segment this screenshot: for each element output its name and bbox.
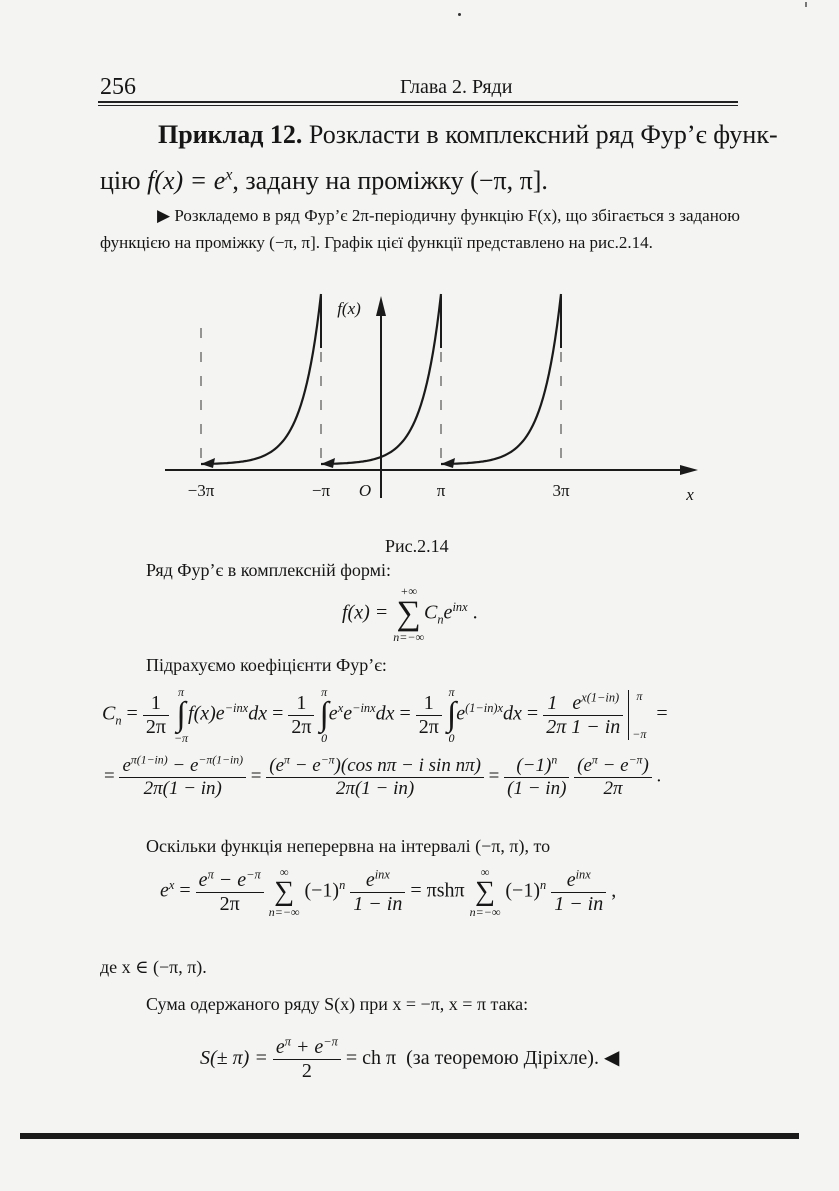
sum-bottom: n=−∞ (469, 905, 501, 919)
coef-frac-1 (143, 692, 169, 739)
dx-2: dx (375, 702, 395, 725)
eval-bar (628, 690, 646, 740)
sigma-icon: ∑ (274, 876, 295, 907)
x-axis-label: x (686, 485, 694, 503)
exp-1: −inx (224, 700, 249, 715)
exp-lhs: e (160, 879, 169, 902)
c2-num4-end: ) (642, 755, 649, 776)
where-text: де x ∈ (−π, π). (100, 957, 207, 977)
final-num-mid: + e (290, 1036, 324, 1058)
eval-spacer (632, 702, 646, 728)
exp-3: (1−in)x (465, 700, 504, 715)
integral-icon: ∫ (319, 696, 329, 733)
exp-term-exp: inx (374, 866, 390, 881)
final-num-exp2: −π (323, 1034, 338, 1049)
example-line-2 (100, 166, 548, 196)
sum-top: +∞ (400, 584, 417, 598)
frac-den: 2 (301, 1060, 312, 1082)
frac-num (543, 689, 623, 716)
dx-1: dx (248, 702, 268, 725)
integrand-2a: e (328, 702, 338, 725)
series-lhs: f(x) = (342, 601, 389, 624)
example-text: Розкласти в комплексний ряд Фур’є функ- (308, 120, 778, 149)
final-lhs: S(± π) = (200, 1047, 268, 1070)
sigma-icon: ∑ (475, 876, 495, 907)
sum-operator (393, 585, 424, 643)
example-label: Приклад 12. (158, 120, 303, 149)
final-rhs: = ch π (345, 1047, 397, 1070)
c2-num1-exp2: −π(1−in) (198, 753, 244, 767)
integrand-2b: e (343, 702, 353, 725)
exp-term-num-2: e (566, 868, 576, 891)
coef-formula-2: = $\frac{e^{\pi(1-in)} - e^{-\pi(1-in)}}{2\pi(1 - in)}$ = $\frac{(e^\pi - e^{-\pi})(\cos n\pi - i \sin n\pi)}{2\pi(1 - in)}$ = $\frac{(-1)^n}{(1 - in)}$ $\frac{(e^\pi - e^{-\pi})}{2\pi}$ . (104, 753, 662, 799)
final-num-exp: π (284, 1034, 291, 1049)
int-bottom: 0 (448, 731, 455, 745)
fx-text: f(x) = e (147, 166, 226, 195)
frac4-e: e (572, 691, 582, 714)
integrand-3: e (456, 702, 466, 725)
series-term: C (424, 601, 438, 624)
integral-icon: ∫ (446, 696, 457, 733)
coef-frac-4 (543, 689, 623, 739)
sum-operator (269, 866, 300, 918)
series-exp-base: e (443, 601, 453, 624)
c2-end: . (656, 765, 662, 787)
y-axis-label: f(x) (337, 299, 361, 318)
c2-num2-exp: π (284, 753, 290, 767)
exp-2a: x (337, 700, 344, 715)
final-note: (за теоремою Діріхле). (406, 1047, 599, 1070)
frac-den: 2π (418, 715, 439, 738)
frac-den: 2π (219, 892, 240, 915)
dx-3: dx (503, 702, 522, 725)
end-marker: ◀ (603, 1047, 620, 1070)
exp-num-mid: − e (213, 868, 247, 891)
x-axis-arrow-icon (680, 465, 698, 475)
exp-end: , (611, 879, 617, 902)
x-tick-label: π (436, 481, 446, 500)
example-prefix: цію (100, 166, 141, 195)
series-intro: Ряд Фур’є в комплексній формі: (146, 560, 392, 580)
integral-1 (174, 686, 188, 744)
exp-sign-exp-2: n (539, 877, 547, 892)
example-line-1 (158, 120, 778, 150)
exp-frac-2 (350, 866, 405, 916)
x-tick-label: −3π (187, 481, 215, 500)
solution-intro (100, 202, 740, 256)
coef-lhs: C (102, 702, 116, 725)
exp-sign-exp: n (339, 877, 346, 892)
coef-frac-3 (416, 692, 442, 739)
exp-sign-2: (−1) (505, 879, 540, 902)
frac-num (273, 1036, 341, 1060)
frac-num: 1 (143, 692, 169, 716)
exp-2b: −inx (352, 700, 376, 715)
coef-frac-2 (288, 692, 314, 739)
x-tick-label: −π (311, 481, 331, 500)
frac-den: (1 − in) (507, 777, 567, 799)
coef-formula-1: $C_n$ = $\frac{1}{2\pi}$ π ∫ −π $f(x)e^{-inx}dx$ = $\frac{1}{2\pi}$ π ∫ 0 $e^xe^{-inx}dx$ = $\frac{1}{2\pi}$ π ∫ 0 $e^{(1-in)x}dx$ = $\frac{1 e^{x(1-in)}}{2\pi 1 - in}$ π −π = (102, 685, 668, 745)
frac-num: 1 (416, 692, 442, 716)
exp-term-num: e (365, 868, 375, 891)
c2-frac-1 (119, 755, 246, 800)
final-frac (273, 1036, 341, 1083)
exp-frac-1 (196, 866, 264, 916)
exp-term-exp-2: inx (575, 866, 591, 881)
frac-den: 2π (145, 715, 166, 738)
c2-num1-exp: π(1−in) (130, 753, 168, 767)
y-axis-arrow-icon (376, 296, 386, 316)
sum-bottom: n=−∞ (268, 905, 300, 919)
final-num: e (275, 1036, 285, 1058)
expansion-formula: $e^x$ = $\frac{e^\pi - e^{-\pi}}{2\pi}$ ∞ ∑ n=−∞ $(-1)^n$ $\frac{e^{inx}}{1 - in}$ = πshπ ∞ ∑ n=−∞ $(-1)^n$ $\frac{e^{inx}}{1 - in}$ , (160, 865, 617, 919)
exp-mid: = πshπ (410, 879, 465, 902)
c2-frac-3 (504, 755, 569, 800)
frac-den: 2π (291, 715, 312, 738)
fx-exponent: x (225, 166, 233, 184)
frac4-exp: x(1−in) (581, 689, 620, 704)
int-bottom: 0 (321, 731, 328, 745)
continuity-text: Оскільки функція неперервна на інтервалі (−π, π), то (146, 836, 551, 856)
series-term-sub: n (437, 612, 444, 627)
sum-text: Сума одержаного ряду S(x) при x = −π, x = π така: (146, 994, 529, 1014)
int-top: π (177, 685, 184, 699)
header-rule-thin (98, 105, 738, 106)
frac-den: 2π 1 − in (546, 715, 621, 738)
sum-bottom: n=−∞ (393, 630, 424, 644)
c2-frac-4 (574, 755, 652, 800)
frac-num (266, 755, 484, 778)
c2-num2: (e (269, 755, 285, 776)
exp-num-exp: π (207, 866, 214, 881)
exp-lhs-exp: x (168, 877, 175, 892)
frac-num (574, 755, 652, 778)
integral-icon: ∫ (176, 696, 186, 733)
frac-den: 2π (603, 777, 623, 799)
series-formula (342, 585, 478, 643)
frac4-one: 1 (547, 691, 558, 714)
exp-branch-curve (441, 294, 561, 464)
c2-num1: e (122, 755, 131, 776)
c2-num1-mid: − e (167, 755, 199, 776)
frac-num (350, 866, 405, 893)
integrand-1: f(x)e (188, 702, 225, 725)
sum-top: ∞ (480, 865, 490, 879)
chapter-title: Глава 2. Ряди (400, 76, 513, 98)
sum-operator-2 (470, 866, 501, 918)
sum-top: ∞ (279, 865, 289, 879)
int-top: π (321, 685, 328, 699)
frac-num (196, 866, 264, 893)
frac-den: 2π(1 − in) (143, 777, 222, 799)
frac-den: 1 − in (353, 892, 403, 915)
series-end: . (472, 601, 478, 624)
eval-top: π (636, 689, 643, 703)
c2-num2-end: )(cos nπ − i sin nπ) (334, 755, 481, 776)
int-bottom: −π (173, 731, 189, 745)
scan-dot (458, 13, 461, 16)
coef-lhs-sub: n (115, 713, 122, 728)
c2-num2-exp2: −π (320, 753, 335, 767)
final-formula (200, 1036, 619, 1083)
frac-den: 1 − in (554, 892, 604, 915)
integral-2 (319, 686, 328, 744)
function-definition (147, 166, 232, 195)
coef-intro: Підрахуємо коефіцієнти Фур’є: (146, 655, 387, 675)
c2-frac-2 (266, 755, 484, 800)
exp-branch-curve (201, 294, 321, 464)
figure-caption: Рис.2.14 (385, 536, 449, 556)
example-suffix: , задану на проміжку (232, 166, 464, 195)
frac-num (551, 866, 606, 893)
origin-label: O (358, 481, 372, 500)
interval: (−π, π]. (470, 166, 548, 195)
c2-num4: (e (577, 755, 592, 776)
frac-den: 2π(1 − in) (335, 777, 415, 799)
frac-num (504, 755, 569, 778)
exp-num: e (198, 868, 208, 891)
bottom-rule (20, 1133, 799, 1139)
exp-num-exp2: −π (246, 866, 261, 881)
c2-num4-exp: π (591, 753, 598, 767)
c2-num4-mid: − e (597, 755, 629, 776)
page-number: 256 (100, 74, 136, 100)
x-tick-label: 3π (552, 481, 570, 500)
c2-num4-exp2: −π (628, 753, 643, 767)
eval-bottom: −π (632, 727, 647, 741)
int-top: π (448, 685, 455, 699)
header-rule (98, 101, 738, 103)
sigma-icon: ∑ (396, 595, 421, 632)
exp-sign: (−1) (304, 879, 340, 902)
periodic-graph (150, 288, 710, 503)
c2-num2-mid: − e (289, 755, 321, 776)
exp-frac-3 (551, 866, 606, 916)
figure-static (165, 294, 698, 503)
c2-num3-exp: n (551, 753, 558, 767)
series-exp: inx (452, 599, 468, 614)
solution-text: Розкладемо в ряд Фур’є 2π-періодичну функцію F(x), що збігається з заданою функцією на проміжку (−π, π]. Графік цієї функції представлено на рис.2.14. (100, 206, 741, 252)
integral-3 (447, 686, 456, 744)
scan-mark (805, 2, 807, 7)
c2-num3: (−1) (516, 755, 552, 776)
frac-num: 1 (288, 692, 314, 716)
solution-marker: ▶ (157, 206, 171, 225)
frac-num (119, 755, 246, 778)
